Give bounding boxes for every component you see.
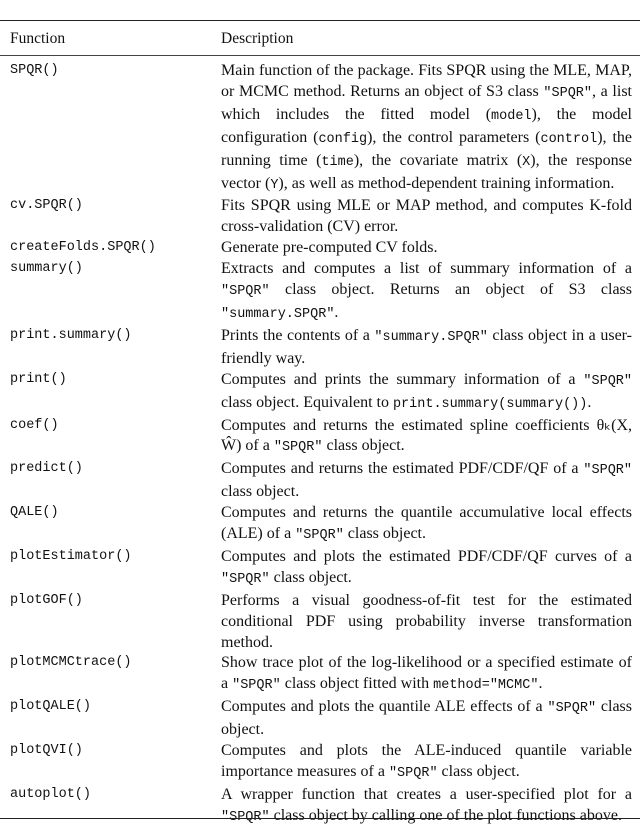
function-description xyxy=(221,785,640,829)
code-text: "summary.SPQR" xyxy=(374,329,488,345)
code-text: "SPQR" xyxy=(295,528,344,544)
description-text: class object in a user-friendly way. xyxy=(221,326,633,367)
code-text: "SPQR" xyxy=(221,284,270,300)
code-text: "SPQR" xyxy=(583,373,632,389)
table-row xyxy=(0,785,640,829)
function-name: plotGOF() xyxy=(10,592,83,608)
table-row xyxy=(0,259,640,326)
function-description xyxy=(221,196,640,238)
function-description xyxy=(221,503,640,547)
function-name: plotEstimator() xyxy=(10,548,132,564)
table-row xyxy=(0,196,640,238)
function-description xyxy=(221,741,640,785)
description-text: Performs a visual goodness-of-fit test for the estimated conditional PDF using probability inverse transformation method. xyxy=(221,591,632,651)
function-name: cv.SPQR() xyxy=(10,198,83,214)
description-text: Main function of the package. Fits SPQR using the MLE, MAP, or MCMC method. Returns an object of S3 class xyxy=(221,62,632,100)
description-text: Extracts and computes a list of summary information of a xyxy=(221,260,632,278)
header-rule xyxy=(0,55,640,56)
description-text: class object. xyxy=(221,698,633,739)
table-row xyxy=(0,547,640,591)
code-text: X xyxy=(522,154,531,170)
table-body xyxy=(0,61,640,829)
description-text: ), the covariate matrix ( xyxy=(353,151,523,169)
code-text: model xyxy=(491,108,532,124)
description-text: ), the running time ( xyxy=(221,128,633,169)
function-description xyxy=(221,697,640,741)
description-text: class object. Equivalent to xyxy=(221,393,393,411)
table-row xyxy=(0,697,640,741)
function-name: autoplot() xyxy=(10,786,92,802)
function-description xyxy=(221,370,640,416)
table-header xyxy=(0,26,640,54)
description-text: Computes and plots the estimated PDF/CDF/QF curves of a xyxy=(221,547,632,565)
description-text: , a list which includes the fitted model ( xyxy=(221,82,632,123)
code-text: method="MCMC" xyxy=(433,678,539,694)
description-text: ), the response vector ( xyxy=(221,151,633,192)
function-name: plotQALE() xyxy=(10,699,92,715)
code-text: control xyxy=(540,131,598,147)
description-text: . xyxy=(587,393,592,411)
function-description xyxy=(221,653,640,697)
function-name: predict() xyxy=(10,461,83,477)
function-name: print.summary() xyxy=(10,327,132,343)
description-text: Computes and prints the summary information of a xyxy=(221,370,584,388)
description-text: Computes and plots the ALE-induced quantile variable importance measures of a xyxy=(221,742,632,780)
description-text: class object fitted with xyxy=(280,675,434,693)
code-text: "SPQR" xyxy=(273,440,323,456)
description-text: A wrapper function that creates a user-specified plot for a xyxy=(221,785,632,803)
description-text: . xyxy=(334,303,339,321)
function-name: plotMCMCtrace() xyxy=(10,655,132,671)
table-row xyxy=(0,591,640,654)
table-row xyxy=(0,503,640,547)
function-description xyxy=(221,259,640,326)
header-description: Description xyxy=(221,30,294,47)
function-name: print() xyxy=(10,371,67,387)
description-text: class object. Returns an object of S3 class xyxy=(269,281,632,299)
description-text: class object by calling one of the plot functions above. xyxy=(269,806,622,824)
description-text: class object. xyxy=(343,525,426,543)
function-description xyxy=(221,459,640,503)
code-text: "SPQR" xyxy=(221,571,270,587)
function-description xyxy=(221,591,640,654)
code-text: "SPQR" xyxy=(388,766,438,781)
code-text: print.summary(summary()) xyxy=(392,396,588,412)
function-name: plotQVI() xyxy=(10,743,83,759)
description-text: Computes and plots the quantile ALE effects of a xyxy=(221,698,548,716)
function-description xyxy=(221,326,640,370)
bottom-rule xyxy=(0,818,640,819)
header-function: Function xyxy=(10,30,66,47)
function-name: SPQR() xyxy=(10,63,59,78)
description-text: ), the model configuration ( xyxy=(221,105,632,146)
function-description xyxy=(221,416,640,460)
description-text: Generate pre-computed CV folds. xyxy=(221,239,438,257)
description-text: class object. xyxy=(221,483,300,501)
code-text: "SPQR" xyxy=(583,463,632,479)
code-text: "SPQR" xyxy=(221,809,270,825)
description-text: class object. xyxy=(437,763,520,780)
function-name: summary() xyxy=(10,261,83,277)
table-row xyxy=(0,326,640,370)
code-text: time xyxy=(321,154,354,170)
function-name: QALE() xyxy=(10,505,59,521)
function-description xyxy=(221,238,640,259)
code-text: config xyxy=(318,131,368,147)
code-text: "SPQR" xyxy=(232,678,281,694)
top-rule xyxy=(0,20,640,21)
table-row xyxy=(0,741,640,785)
description-text: Computes and returns the estimated spline coefficients θₖ(X, Ŵ) of a xyxy=(221,416,632,455)
description-text: Show trace plot of the log-likelihood or a specified estimate of a xyxy=(221,654,632,693)
table-row xyxy=(0,61,640,196)
function-description xyxy=(221,61,640,196)
table-row xyxy=(0,238,640,259)
function-description xyxy=(221,547,640,591)
description-text: . xyxy=(538,675,543,693)
code-text: "summary.SPQR" xyxy=(221,306,335,322)
description-text: Prints the contents of a xyxy=(221,326,375,344)
function-name: createFolds.SPQR() xyxy=(10,240,156,256)
description-text: class object. xyxy=(269,568,352,586)
description-text: Computes and returns the quantile accumulative local effects (ALE) of a xyxy=(221,504,632,543)
description-text: ), as well as method-dependent training information. xyxy=(278,174,615,192)
code-text: Y xyxy=(270,177,279,193)
description-text: Fits SPQR using MLE or MAP method, and computes K-fold cross-validation (CV) error. xyxy=(221,197,632,236)
table-row xyxy=(0,459,640,503)
description-text: class object. xyxy=(322,437,405,455)
code-text: "SPQR" xyxy=(547,701,597,717)
function-name: coef() xyxy=(10,417,59,433)
description-text: Computes and returns the estimated PDF/CDF/QF of a xyxy=(221,460,584,478)
description-text: ), the control parameters ( xyxy=(367,128,541,146)
table-row xyxy=(0,416,640,460)
table-row xyxy=(0,370,640,416)
table-row xyxy=(0,653,640,697)
code-text: "SPQR" xyxy=(543,85,592,101)
